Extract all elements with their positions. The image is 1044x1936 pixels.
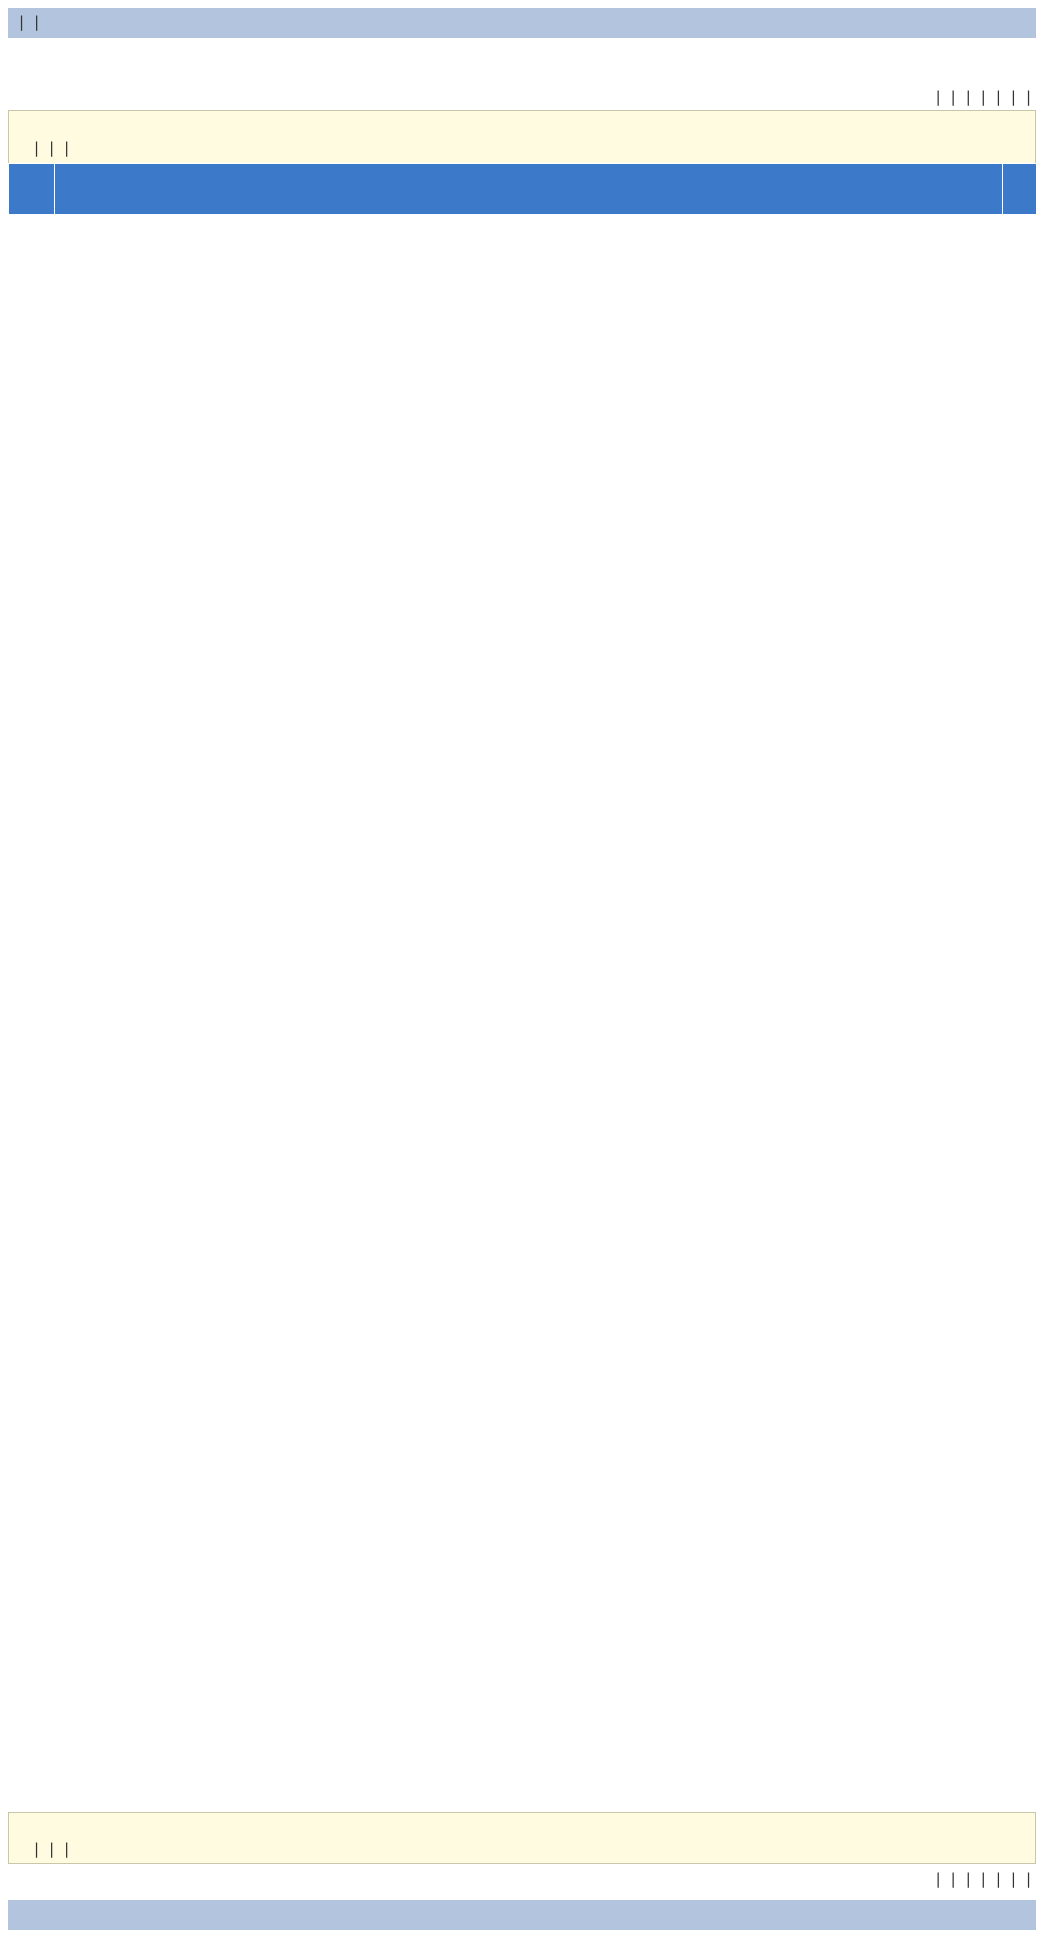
nav-separator: | bbox=[19, 13, 25, 31]
title-column-header bbox=[55, 164, 1003, 215]
current-page-text-bottom bbox=[25, 1816, 31, 1834]
footer-bar bbox=[8, 1900, 1036, 1930]
page-links-bottom: | | | bbox=[34, 1840, 70, 1858]
top-nav-bar bbox=[8, 8, 1036, 38]
lower-block bbox=[0, 1812, 1044, 1936]
access-column-header bbox=[1003, 164, 1037, 215]
rank-column-header bbox=[9, 164, 55, 215]
page-links: | | | bbox=[34, 139, 70, 157]
ranking-table bbox=[8, 163, 1037, 215]
pager-top bbox=[8, 110, 1036, 164]
nav-separator: | bbox=[34, 13, 40, 31]
period-selector-bottom: | | | | | | | bbox=[935, 1870, 1031, 1888]
table-header-row bbox=[9, 164, 1037, 215]
pager-bottom bbox=[8, 1812, 1036, 1864]
period-selector-top: | | | | | | | bbox=[935, 88, 1031, 106]
ranking-heading bbox=[0, 63, 1044, 81]
current-page-text bbox=[25, 115, 31, 133]
